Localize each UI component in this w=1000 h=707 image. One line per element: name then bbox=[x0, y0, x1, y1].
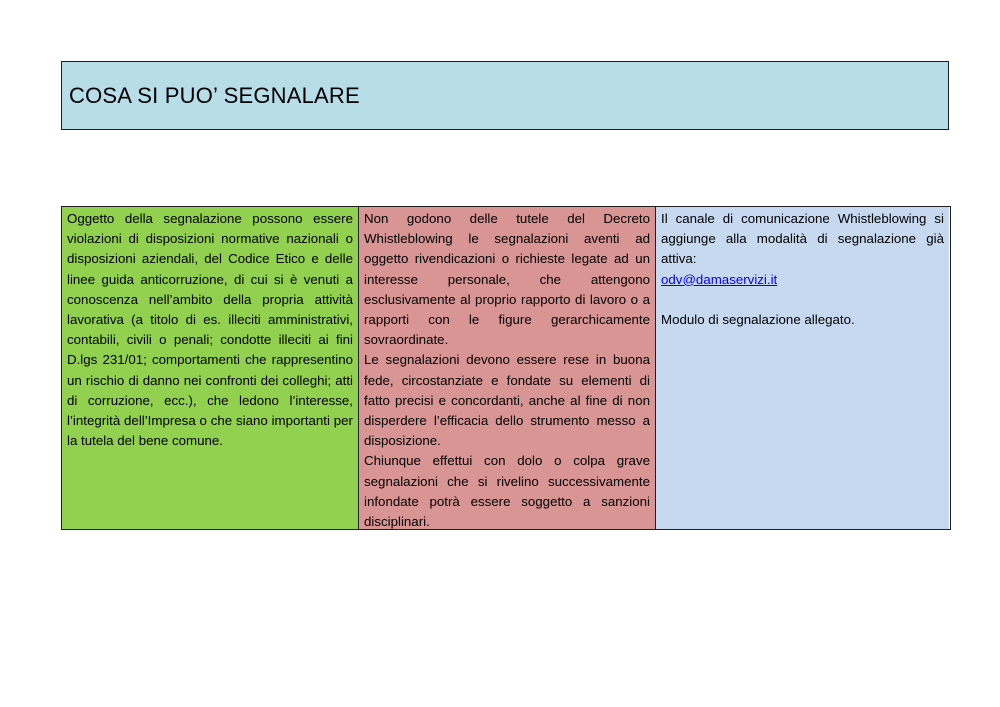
column-canale-intro: Il canale di comunicazione Whistleblowing si aggiunge alla modalità di segnalazione già attiva: bbox=[661, 211, 944, 267]
title-banner bbox=[61, 61, 949, 130]
column-oggetto-text: Oggetto della segnalazione possono essere violazioni di disposizioni normative nazionali o disposizioni aziendali, del Codice Etico e delle linee guida anticorruzione, di cui si è venuti a conoscenza nell’ambito della propria attività lavorativa (a titolo di es. illeciti amministrativi, contabili, civili o penali; condotte illeciti ai fini D.lgs 231/01; comportamenti che rappresentino un rischio di danno nei confronti dei colleghi; atti di corruzione, ecc.), che ledono l’interesse, l’integrità dell’Impresa o che siano importanti per la tutela del bene comune. bbox=[67, 211, 353, 449]
page-title: COSA SI PUO’ SEGNALARE bbox=[69, 82, 360, 108]
column-esclusioni-paragraph-3: Chiunque effettui con dolo o colpa grave segnalazioni che si rivelino successivamente infondate potrà essere soggetto a sanzioni disciplinari. bbox=[364, 453, 650, 529]
email-link[interactable]: odv@damaservizi.it bbox=[661, 271, 778, 287]
column-oggetto bbox=[62, 207, 358, 529]
column-canale bbox=[655, 207, 949, 529]
column-canale-note: Modulo di segnalazione allegato. bbox=[661, 312, 855, 327]
column-esclusioni bbox=[358, 207, 655, 529]
column-esclusioni-paragraph-2: Le segnalazioni devono essere rese in buona fede, circostanziate e fondate su elementi di fatto precisi e concordanti, anche al fine di non disperdere l’efficacia dello strumento messo a disposizione. bbox=[364, 352, 650, 449]
info-table bbox=[61, 206, 951, 530]
column-esclusioni-paragraph-1: Non godono delle tutele del Decreto Whistleblowing le segnalazioni aventi ad oggetto rivendicazioni o richieste legate ad un interesse personale, che attengono esclusivamente al proprio rapporto di lavoro o a rapporti con le figure gerarchicamente sovraordinate. bbox=[364, 211, 650, 348]
spacer bbox=[661, 290, 944, 310]
